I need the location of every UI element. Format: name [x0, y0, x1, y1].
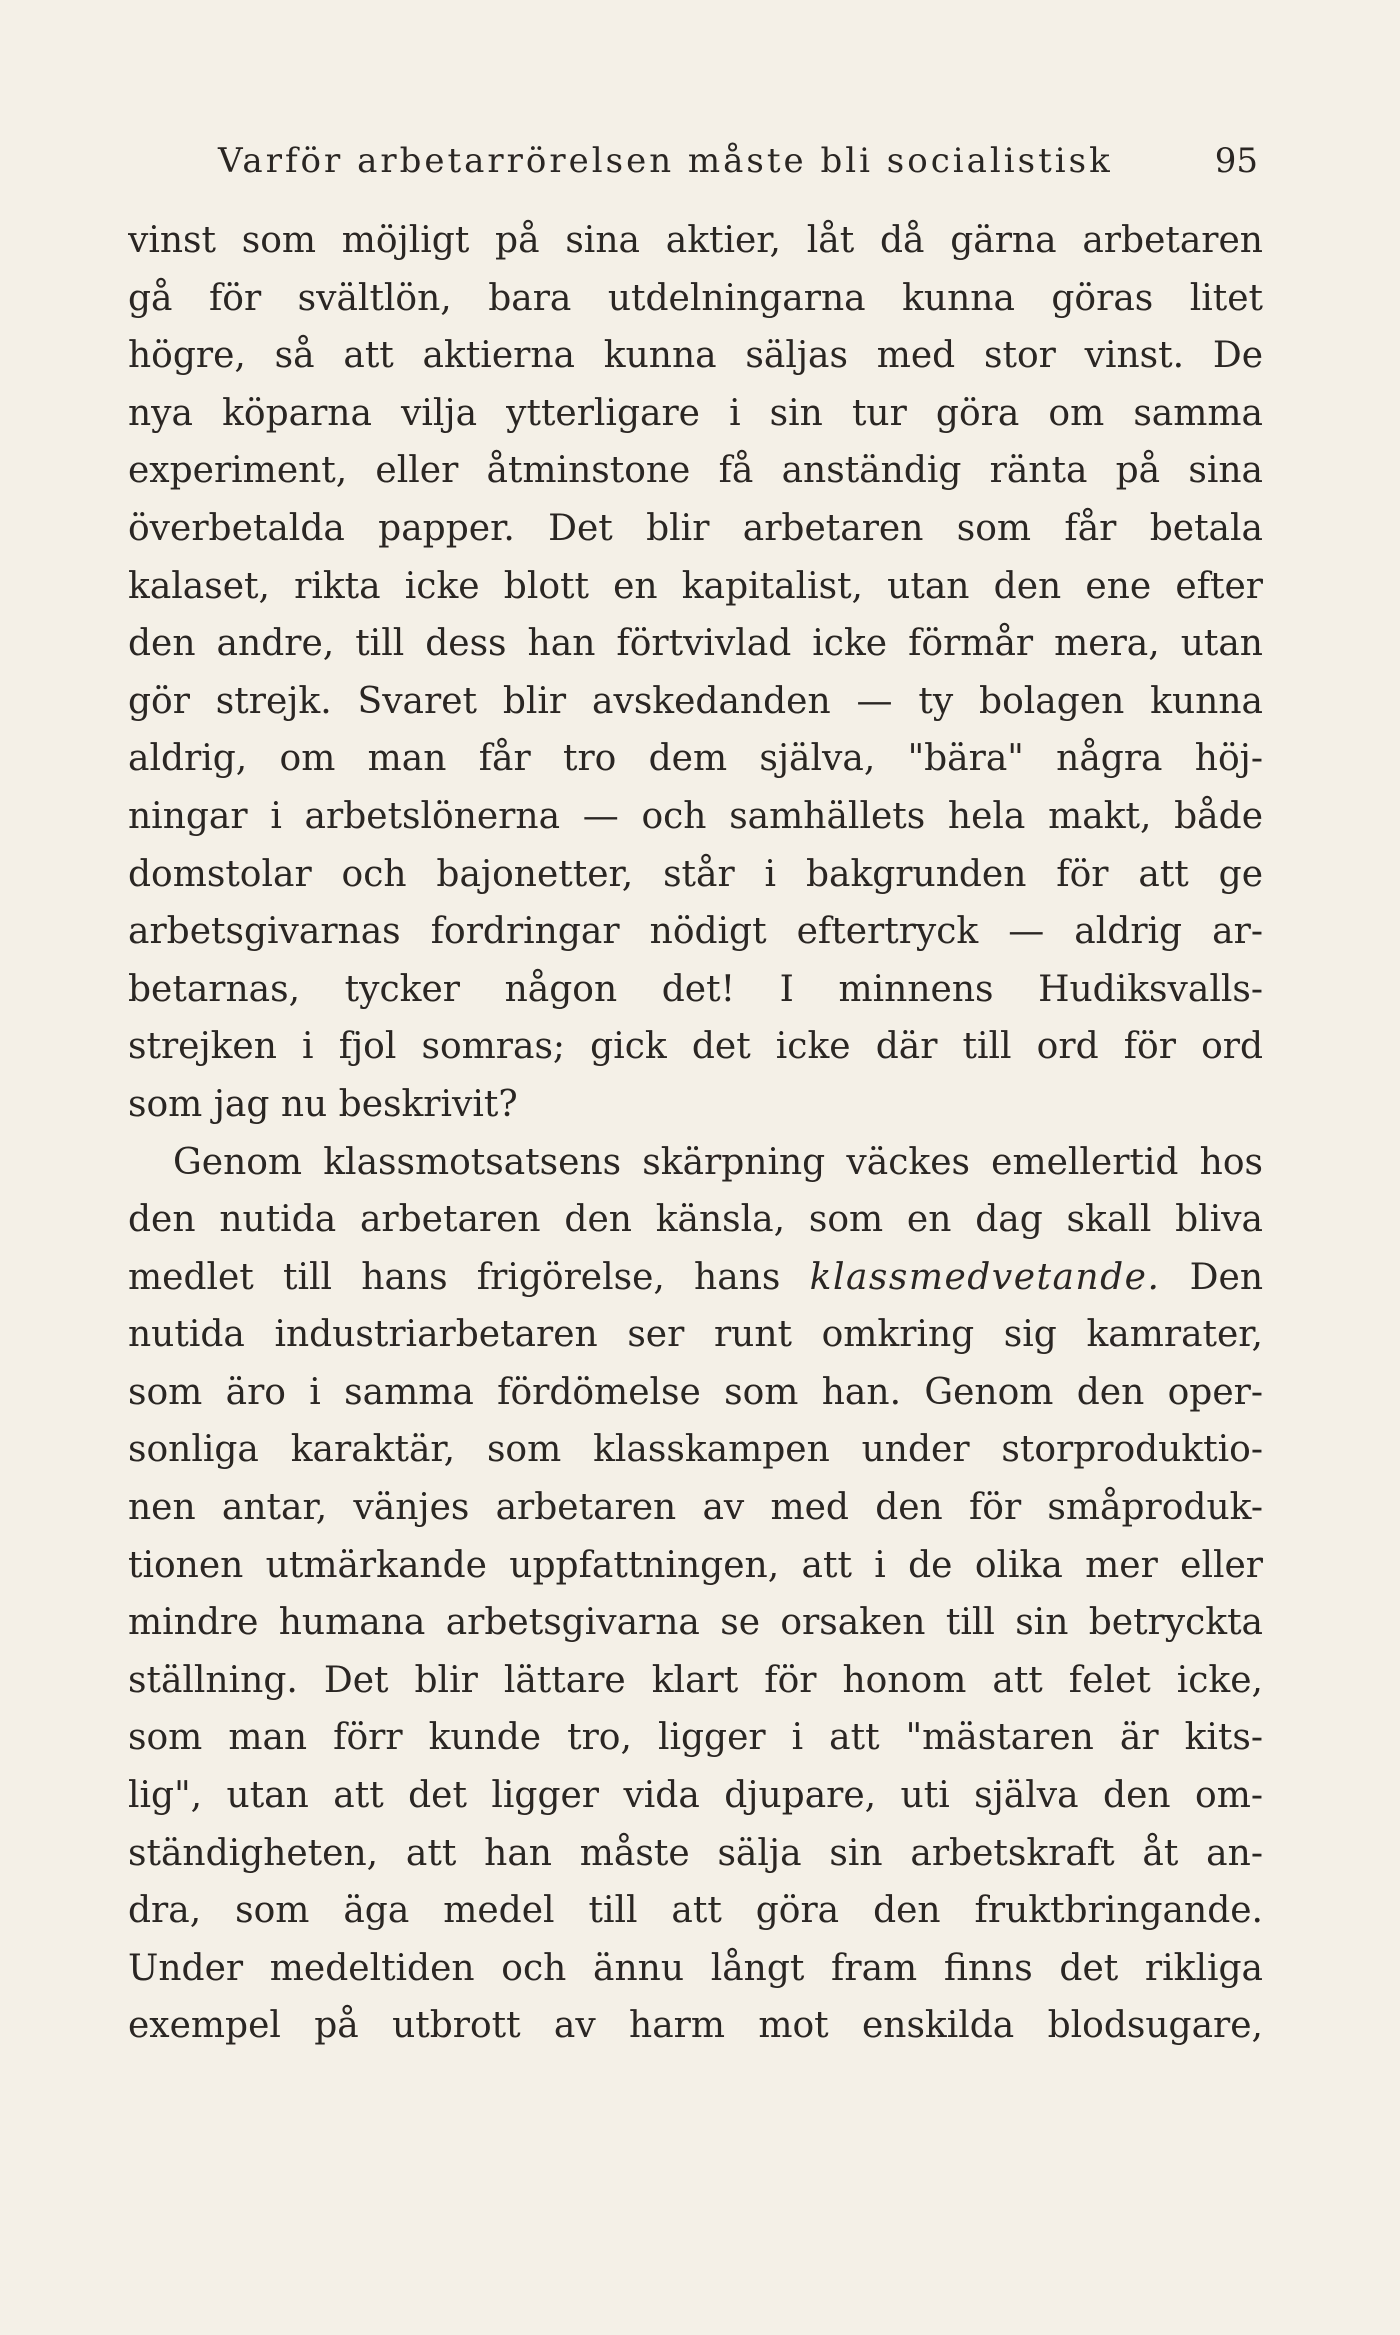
text-line: ställning. Det blir lättare klart för honom att felet icke, — [128, 1659, 1263, 1701]
text-line: Genom klassmotsatsens skärpning väckes emellertid hos — [173, 1141, 1263, 1183]
text-line: nen antar, vänjes arbetaren av med den för småproduk- — [128, 1487, 1263, 1529]
text-line: exempel på utbrott av harm mot enskilda blodsugare, — [128, 2005, 1263, 2047]
text-line: betarnas, tycker någon det! I minnens Hudiksvalls- — [128, 968, 1263, 1010]
text-line: experiment, eller åtminstone få anständig ränta på sina — [128, 450, 1263, 492]
text-line: vinst som möjligt på sina aktier, låt då gärna arbetaren — [128, 220, 1263, 261]
text-line: högre, så att aktierna kunna säljas med stor vinst. De — [128, 335, 1263, 377]
text-line: tionen utmärkande uppfattningen, att i de olika mer eller — [128, 1544, 1263, 1586]
text-line: kalaset, rikta icke blott en kapitalist, utan den ene efter — [128, 565, 1263, 607]
text-line: dra, som äga medel till att göra den fruktbringande. — [128, 1890, 1263, 1932]
text-line: den nutida arbetaren den känsla, som en dag skall bliva — [128, 1199, 1263, 1241]
text-line: överbetalda papper. Det blir arbetaren som får betala — [128, 507, 1263, 549]
text-line: ningar i arbetslönerna — och samhällets hela makt, både — [128, 795, 1263, 837]
text-line-with-emphasis — [128, 1249, 1263, 1307]
text-line: strejken i fjol somras; gick det icke där till ord för ord — [128, 1026, 1263, 1068]
text-line: gå för svältlön, bara utdelningarna kunna göras litet — [128, 277, 1263, 319]
text-line: gör strejk. Svaret blir avskedanden — ty bolagen kunna — [128, 680, 1263, 722]
text-line: som man förr kunde tro, ligger i att "mästaren är kits- — [128, 1717, 1263, 1759]
text-line: den andre, till dess han förtvivlad icke förmår mera, utan — [128, 623, 1263, 665]
text-line: sonliga karaktär, som klasskampen under storproduktio- — [128, 1429, 1263, 1471]
text-line: domstolar och bajonetter, står i bakgrunden för att ge — [128, 853, 1263, 895]
text-line: som jag nu beskrivit? — [128, 1083, 518, 1125]
emphasized-term: klassmedvetande. — [809, 1256, 1161, 1298]
text-segment: Den — [1189, 1256, 1263, 1298]
text-line: som äro i samma fördömelse som han. Genom den oper- — [128, 1371, 1263, 1413]
text-line: nutida industriarbetaren ser runt omkring sig kamrater, — [128, 1314, 1263, 1356]
text-line: lig", utan att det ligger vida djupare, uti själva den om- — [128, 1775, 1263, 1817]
text-line: nya köparna vilja ytterligare i sin tur göra om samma — [128, 392, 1263, 434]
text-line: mindre humana arbetsgivarna se orsaken till sin betryckta — [128, 1602, 1263, 1644]
text-line: ständigheten, att han måste sälja sin arbetskraft åt an- — [128, 1832, 1263, 1874]
running-title: Varför arbetarrörelsen måste bli socialistisk — [218, 141, 1113, 181]
text-line: aldrig, om man får tro dem själva, "bära" några höj- — [128, 738, 1263, 780]
running-head — [218, 136, 1258, 186]
body-text — [128, 212, 1263, 2055]
text-segment: medlet till hans frigörelse, hans — [128, 1256, 781, 1298]
page-number: 95 — [1214, 141, 1258, 181]
text-line: arbetsgivarnas fordringar nödigt eftertryck — aldrig ar- — [128, 911, 1263, 953]
text-line: Under medeltiden och ännu långt fram finns det rikliga — [128, 1947, 1263, 1989]
